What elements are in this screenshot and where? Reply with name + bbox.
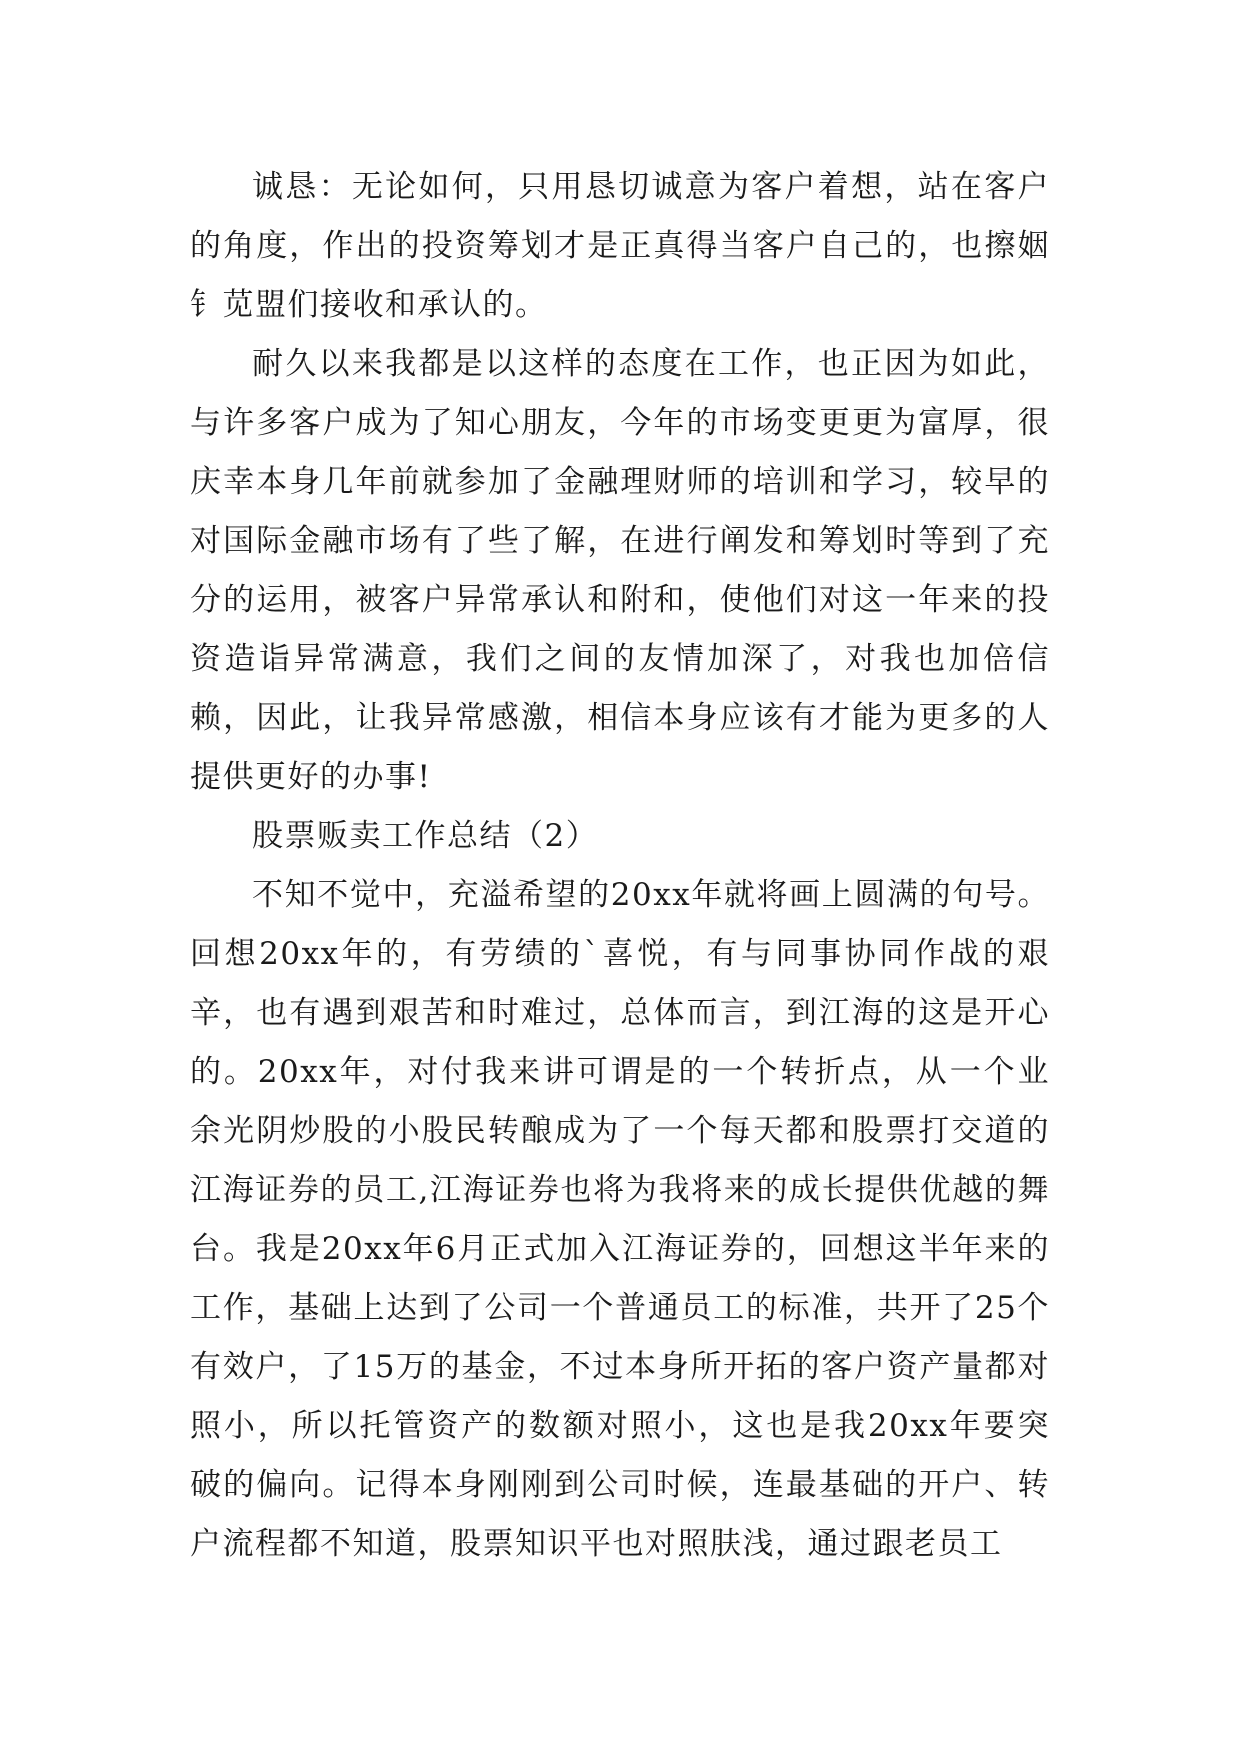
section-title: 股票贩卖工作总结（2） [252,818,599,854]
paragraph-summary: 不知不觉中，充溢希望的20xx年就将画上圆满的句号。回想20xx年的，有劳绩的`喜悦，有与同事协同作战的艰辛，也有遇到艰苦和时难过，总体而言，到江海的这是开心的。20xx年，对付我来讲可谓是的一个转折点，从一个业余光阴炒股的小股民转酿成为了一个每天都和股票打交道的江海证券的员工,江海证券也将为我将来的成长提供优越的舞台。我是20xx年6月正式加入江海证券的，回想这半年来的工作，基础上达到了公司一个普通员工的标准，共开了25个有效户，了15万的基金，不过本身所开拓的客户资产量都对照小，所以托管资产的数额对照小，这也是我20xx年要突破的偏向。记得本身刚刚到公司时候，连最基础的开户、转户流程都不知道，股票知识平也对照肤浅，通过跟老员工 [190,877,1050,1562]
document-body [190,158,1050,1574]
paragraph-sincerity: 诚恳：无论如何，只用恳切诚意为客户着想，站在客户的角度，作出的投资筹划才是正真得当客户自己的，也擦姻钅苋盟们接收和承认的。 [190,169,1050,323]
paragraph-attitude: 耐久以来我都是以这样的态度在工作，也正因为如此，与许多客户成为了知心朋友，今年的市场变更更为富厚，很庆幸本身几年前就参加了金融理财师的培训和学习，较早的对国际金融市场有了些了解，在进行阐发和筹划时等到了充分的运用，被客户异常承认和附和，使他们对这一年来的投资造诣异常满意，我们之间的友情加深了，对我也加倍信赖，因此，让我异常感激，相信本身应该有才能为更多的人提供更好的办事! [190,346,1050,795]
